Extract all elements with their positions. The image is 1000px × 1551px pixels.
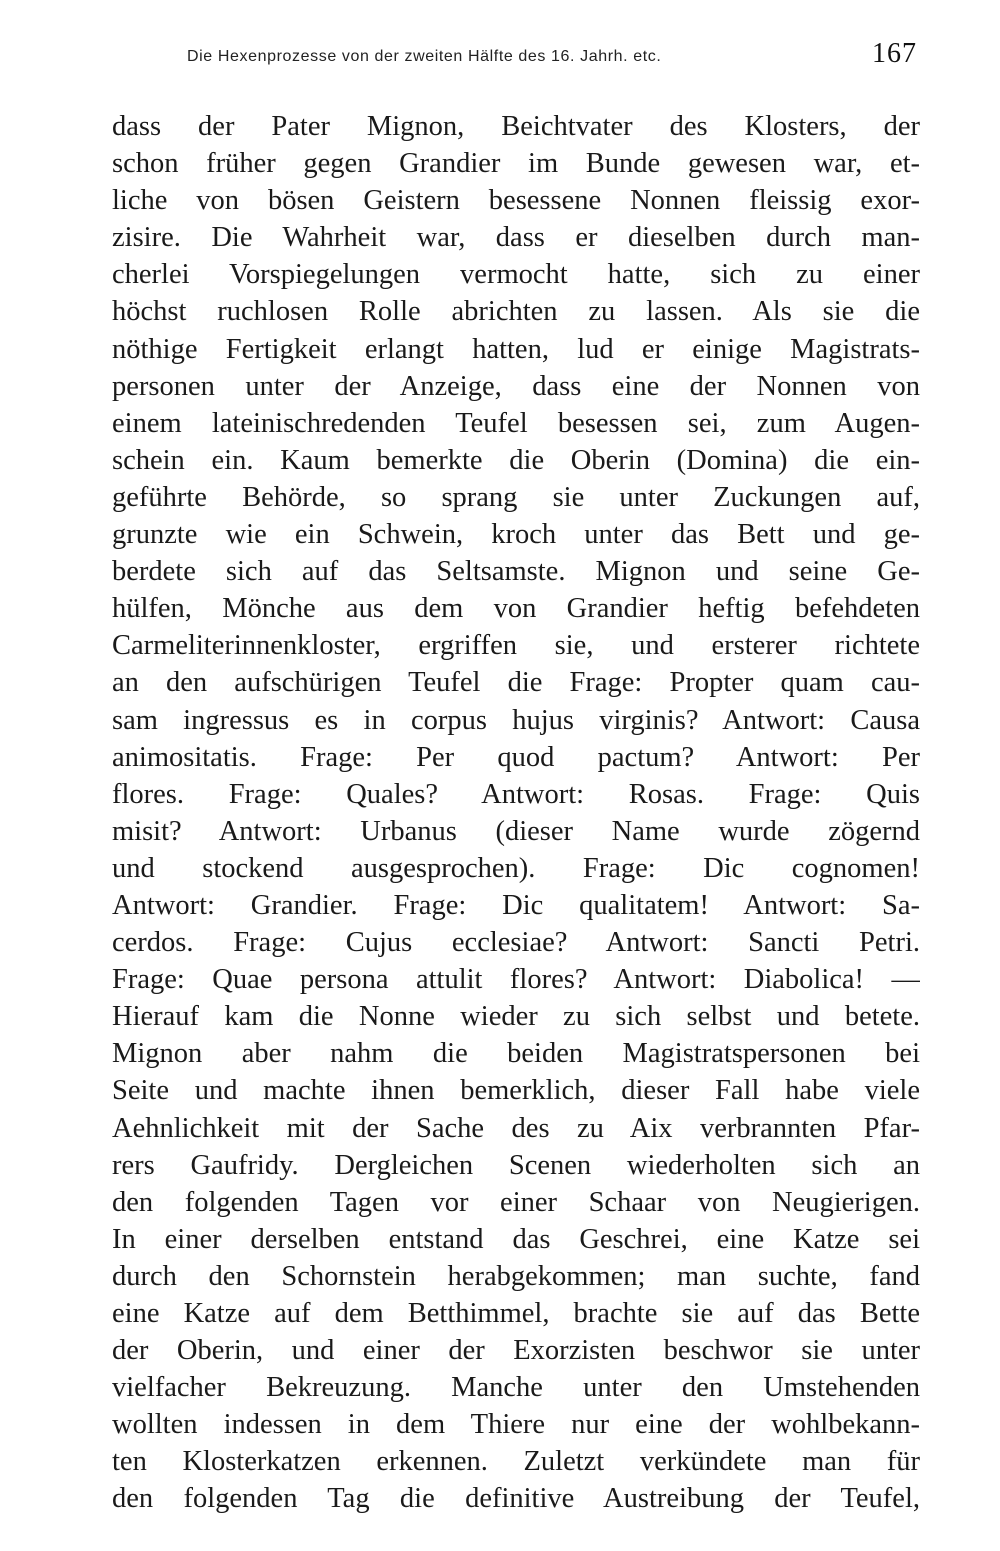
text-line: nöthige Fertigkeit erlangt hatten, lud er einige Magistrats- — [112, 333, 920, 365]
text-line: eine Katze auf dem Betthimmel, brachte sie auf das Bette — [112, 1298, 920, 1329]
text-line: höchst ruchlosen Rolle abrichten zu lassen. Als sie die — [112, 296, 920, 328]
page-number: 167 — [872, 38, 917, 69]
text-line: misit? Antwort: Urbanus (dieser Name wurde zögernd — [112, 815, 920, 847]
text-line: grunzte wie ein Schwein, kroch unter das Bett und ge- — [112, 519, 920, 551]
text-line: durch den Schornstein herabgekommen; man suchte, fand — [112, 1260, 920, 1292]
text-line: sam ingressus es in corpus hujus virginis? Antwort: Causa — [112, 704, 920, 736]
body-text — [112, 108, 920, 1518]
text-line: einem lateinischredenden Teufel besessen sei, zum Augen- — [112, 407, 920, 439]
text-line: rers Gaufridy. Dergleichen Scenen wiederholten sich an — [112, 1149, 920, 1181]
text-line: ten Klosterkatzen erkennen. Zuletzt verkündete man für — [112, 1446, 920, 1478]
text-line: schon früher gegen Grandier im Bunde gewesen war, et- — [112, 148, 920, 180]
text-line: flores. Frage: Quales? Antwort: Rosas. Frage: Quis — [112, 778, 920, 810]
text-line: Hierauf kam die Nonne wieder zu sich selbst und betete. — [112, 1001, 920, 1033]
text-line: vielfacher Bekreuzung. Manche unter den Umstehenden — [112, 1372, 920, 1404]
text-line: hülfen, Mönche aus dem von Grandier heftig befehdeten — [112, 593, 920, 625]
text-line: wollten indessen in dem Thiere nur eine der wohlbekann- — [112, 1409, 920, 1441]
text-line: cherlei Vorspiegelungen vermocht hatte, sich zu einer — [112, 259, 920, 291]
text-line: berdete sich auf das Seltsamste. Mignon und seine Ge- — [112, 556, 920, 588]
text-line: liche von bösen Geistern besessene Nonnen fleissig exor- — [112, 185, 920, 217]
text-line: den folgenden Tag die definitive Austreibung der Teufel, — [112, 1483, 920, 1515]
text-line: Antwort: Grandier. Frage: Dic qualitatem! Antwort: Sa- — [112, 889, 920, 921]
text-line: Aehnlichkeit mit der Sache des zu Aix verbrannten Pfar- — [112, 1112, 920, 1144]
text-line: Frage: Quae persona attulit flores? Antwort: Diabolica! — — [112, 964, 920, 996]
text-line: und stockend ausgesprochen). Frage: Dic cognomen! — [112, 852, 920, 884]
text-line: der Oberin, und einer der Exorzisten beschwor sie unter — [112, 1335, 920, 1367]
running-head: Die Hexenprozesse von der zweiten Hälfte des 16. Jahrh. etc. — [187, 48, 662, 65]
text-line: animositatis. Frage: Per quod pactum? Antwort: Per — [112, 741, 920, 773]
text-line: personen unter der Anzeige, dass eine der Nonnen von — [112, 370, 920, 402]
text-line: Carmeliterinnenkloster, ergriffen sie, und ersterer richtete — [112, 630, 920, 662]
text-line: an den aufschürigen Teufel die Frage: Propter quam cau- — [112, 667, 920, 699]
text-line: Seite und machte ihnen bemerklich, dieser Fall habe viele — [112, 1075, 920, 1107]
text-line: zisire. Die Wahrheit war, dass er dieselben durch man- — [112, 222, 920, 254]
text-line: Mignon aber nahm die beiden Magistratspersonen bei — [112, 1038, 920, 1070]
text-line: cerdos. Frage: Cujus ecclesiae? Antwort: Sancti Petri. — [112, 927, 920, 959]
text-line: den folgenden Tagen vor einer Schaar von Neugierigen. — [112, 1186, 920, 1218]
text-line: dass der Pater Mignon, Beichtvater des Klosters, der — [112, 111, 920, 142]
text-line: geführte Behörde, so sprang sie unter Zuckungen auf, — [112, 481, 920, 513]
text-line: schein ein. Kaum bemerkte die Oberin (Domina) die ein- — [112, 444, 920, 476]
text-line: In einer derselben entstand das Geschrei, eine Katze sei — [112, 1223, 920, 1255]
